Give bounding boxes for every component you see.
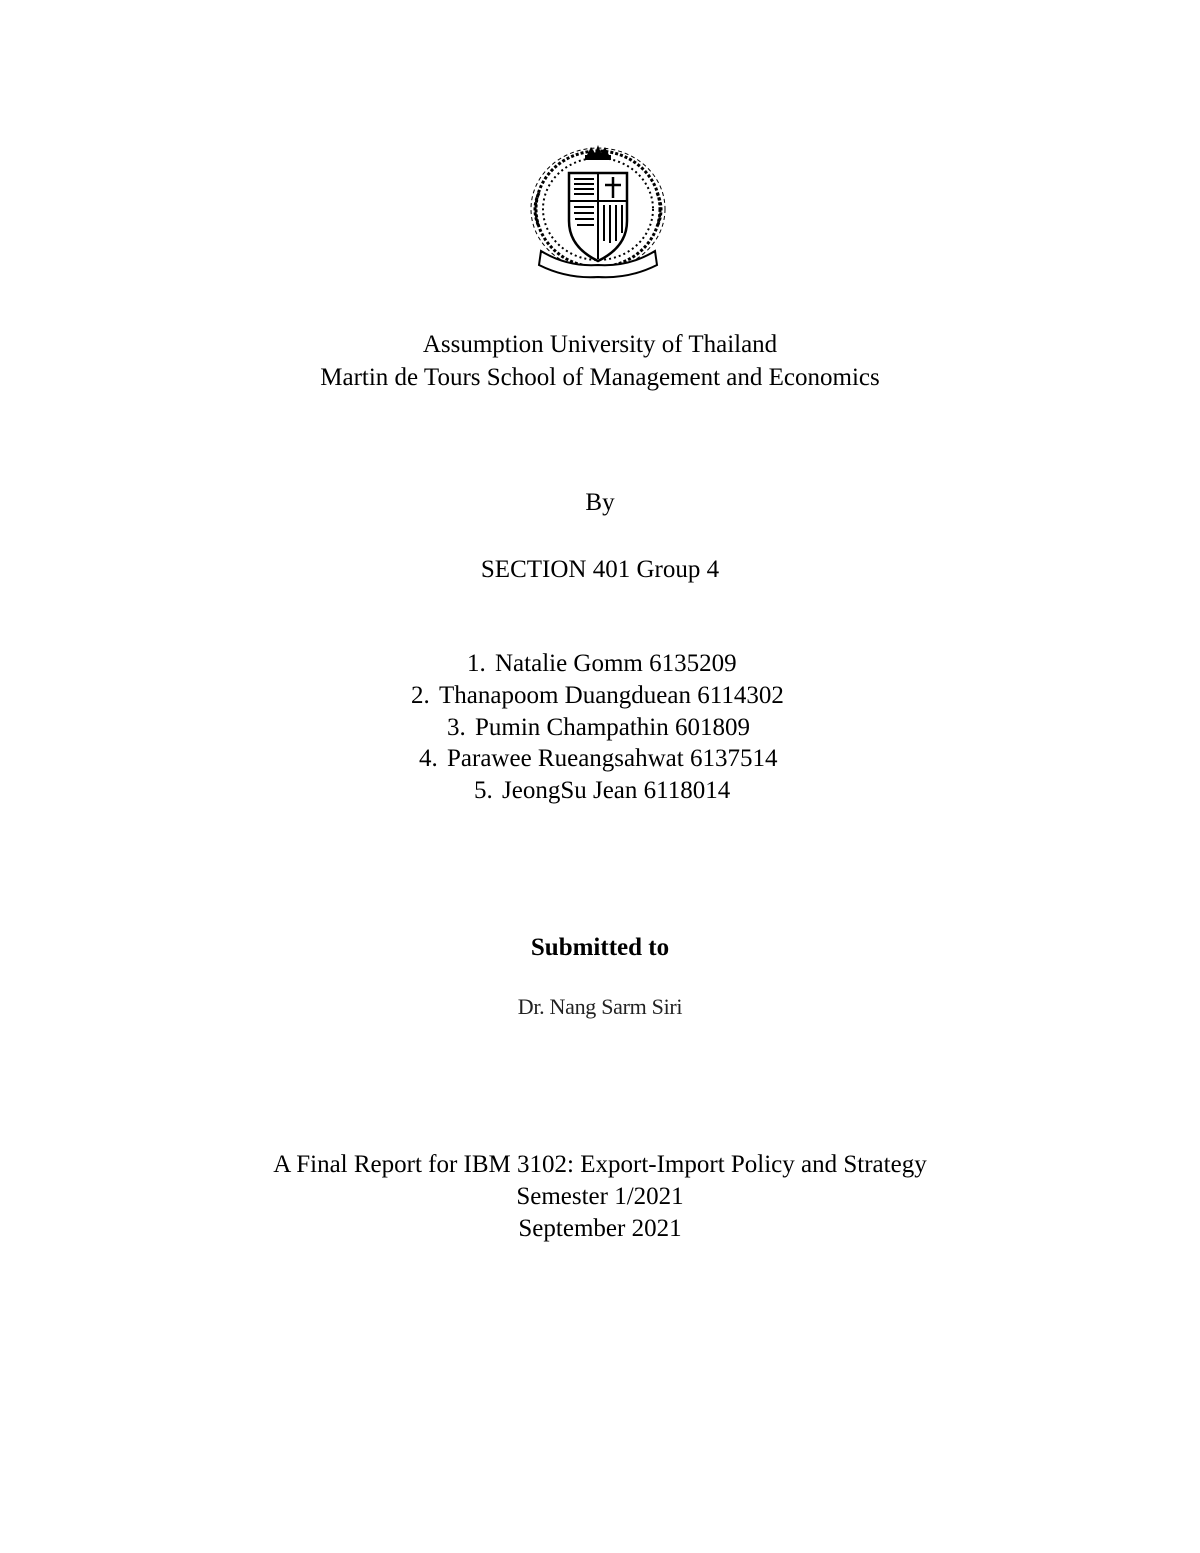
list-item-name: Natalie Gomm 6135209 (495, 650, 737, 677)
list-item (419, 743, 777, 775)
list-item-number: 1. (467, 650, 486, 677)
list-item (447, 712, 750, 744)
university-name: Assumption University of Thailand (422, 331, 778, 358)
by-label: By (585, 489, 615, 516)
list-item-number: 5. (474, 777, 493, 804)
school-name: Martin de Tours School of Management and Economics (320, 364, 880, 391)
list-item (411, 680, 784, 712)
list-item (467, 648, 737, 680)
report-date: September 2021 (518, 1215, 682, 1242)
submitted-to-label: Submitted to (530, 934, 670, 961)
list-item-number: 3. (447, 714, 466, 741)
university-seal-icon (527, 143, 669, 283)
list-item-name: JeongSu Jean 6118014 (502, 777, 731, 804)
list-item (474, 775, 730, 807)
list-item-name: Pumin Champathin 601809 (475, 714, 750, 741)
list-item-number: 2. (411, 682, 430, 709)
list-item-name: Thanapoom Duangduean 6114302 (439, 682, 784, 709)
list-item-name: Parawee Rueangsahwat 6137514 (447, 745, 778, 772)
semester: Semester 1/2021 (516, 1183, 684, 1210)
list-item-number: 4. (419, 745, 438, 772)
recipient-name: Dr. Nang Sarm Siri (517, 994, 683, 1019)
section-group: SECTION 401 Group 4 (480, 556, 720, 583)
report-title: A Final Report for IBM 3102: Export-Import Policy and Strategy (273, 1151, 927, 1178)
